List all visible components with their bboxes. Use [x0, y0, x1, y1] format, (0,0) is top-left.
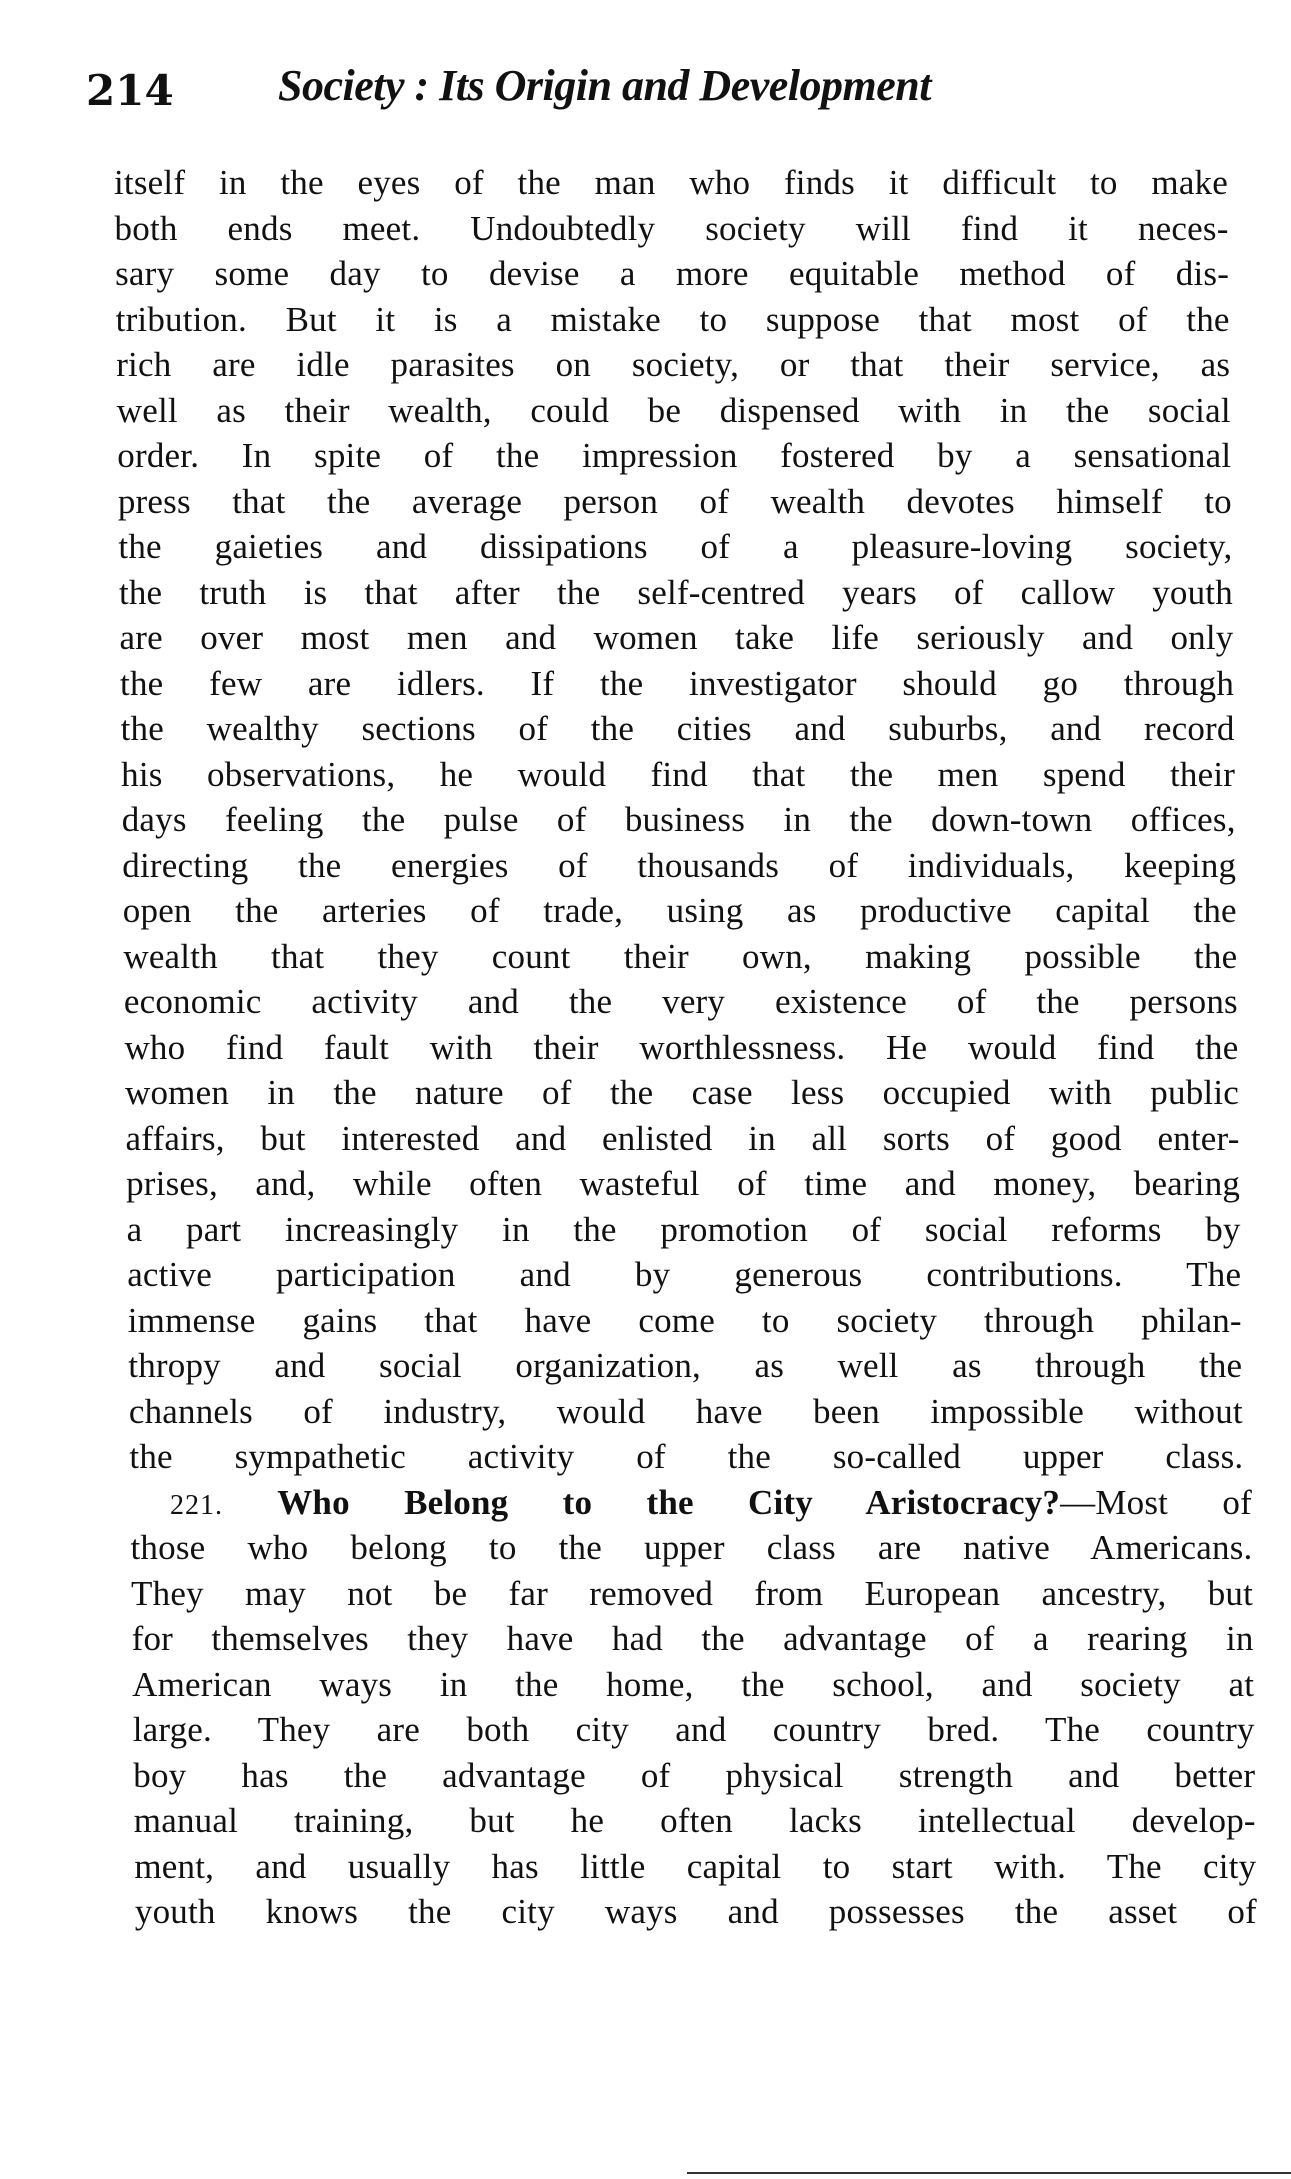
text-line: a part increasingly in the promotion of social reforms by: [126, 1209, 1241, 1249]
page-number: 214: [86, 66, 174, 115]
text-line: the few are idlers. If the investigator should go through: [120, 663, 1235, 703]
section-lead-text: —Most of: [1060, 1482, 1252, 1522]
text-line: those who belong to the upper class are native Americans.: [130, 1528, 1253, 1567]
text-line: open the arteries of trade, using as productive capital the: [122, 891, 1237, 930]
text-line: American ways in the home, the school, and society at: [132, 1664, 1255, 1704]
text-line: affairs, but interested and enlisted in all sorts of good enter-: [125, 1118, 1240, 1158]
text-line: women in the nature of the case less occupied with public: [125, 1073, 1239, 1112]
text-line: both ends meet. Undoubtedly society will find it neces-: [114, 208, 1229, 248]
text-line: the sympathetic activity of the so-called upper class.: [129, 1437, 1244, 1476]
text-line: economic activity and the very existence of the persons: [123, 982, 1238, 1021]
text-line: well as their wealth, could be dispensed with in the social: [116, 390, 1231, 430]
text-line: sary some day to devise a more equitable method of dis-: [115, 254, 1230, 293]
text-line: for themselves they have had the advantage of a rearing in: [131, 1619, 1254, 1658]
text-line: channels of industry, would have been impossible without: [128, 1391, 1243, 1431]
text-line: boy has the advantage of physical strength and better: [133, 1755, 1256, 1795]
text-line: They may not be far removed from European ancestry, but: [131, 1573, 1254, 1613]
text-line: the gaieties and dissipations of a pleasure-loving society,: [118, 527, 1233, 566]
text-line: prises, and, while often wasteful of time and money, bearing: [126, 1164, 1241, 1203]
section-heading: Who Belong to the City Aristocracy?: [277, 1482, 1061, 1522]
text-line: manual training, but he often lacks intellectual develop-: [133, 1801, 1256, 1840]
text-line: active participation and by generous contributions. The: [127, 1255, 1242, 1294]
section-number: 221.: [169, 1489, 223, 1521]
text-line: who find fault with their worthlessness. He would find the: [124, 1027, 1239, 1067]
text-line: days feeling the pulse of business in the down-town offices,: [121, 800, 1236, 839]
text-line: large. They are both city and country bred. The country: [132, 1710, 1255, 1749]
text-line: rich are idle parasites on society, or that their service, as: [116, 345, 1231, 384]
text-line: the truth is that after the self-centred years of callow youth: [118, 572, 1233, 612]
text-line: are over most men and women take life seriously and only: [119, 618, 1234, 657]
text-line: youth knows the city ways and possesses the asset of: [134, 1892, 1257, 1931]
text-line: his observations, he would find that the men spend their: [121, 754, 1236, 794]
text-line: the wealthy sections of the cities and suburbs, and record: [120, 709, 1235, 748]
bottom-rule: [687, 2172, 1291, 2174]
text-line: itself in the eyes of the man who finds it difficult to make: [114, 163, 1228, 202]
section-heading-line: [130, 1480, 1252, 1526]
text-line: press that the average person of wealth devotes himself to: [117, 481, 1232, 521]
text-line: ment, and usually has little capital to start with. The city: [134, 1846, 1257, 1886]
text-line: directing the energies of thousands of individuals, keeping: [122, 845, 1237, 885]
text-line: thropy and social organization, as well as through the: [128, 1346, 1243, 1385]
running-title: Society : Its Origin and Development: [278, 61, 931, 110]
text-line: immense gains that have come to society through philan-: [127, 1300, 1242, 1340]
text-line: order. In spite of the impression fostered by a sensational: [117, 436, 1232, 475]
text-line: tribution. But it is a mistake to suppose that most of the: [115, 299, 1230, 339]
text-line: wealth that they count their own, making possible the: [123, 936, 1238, 976]
